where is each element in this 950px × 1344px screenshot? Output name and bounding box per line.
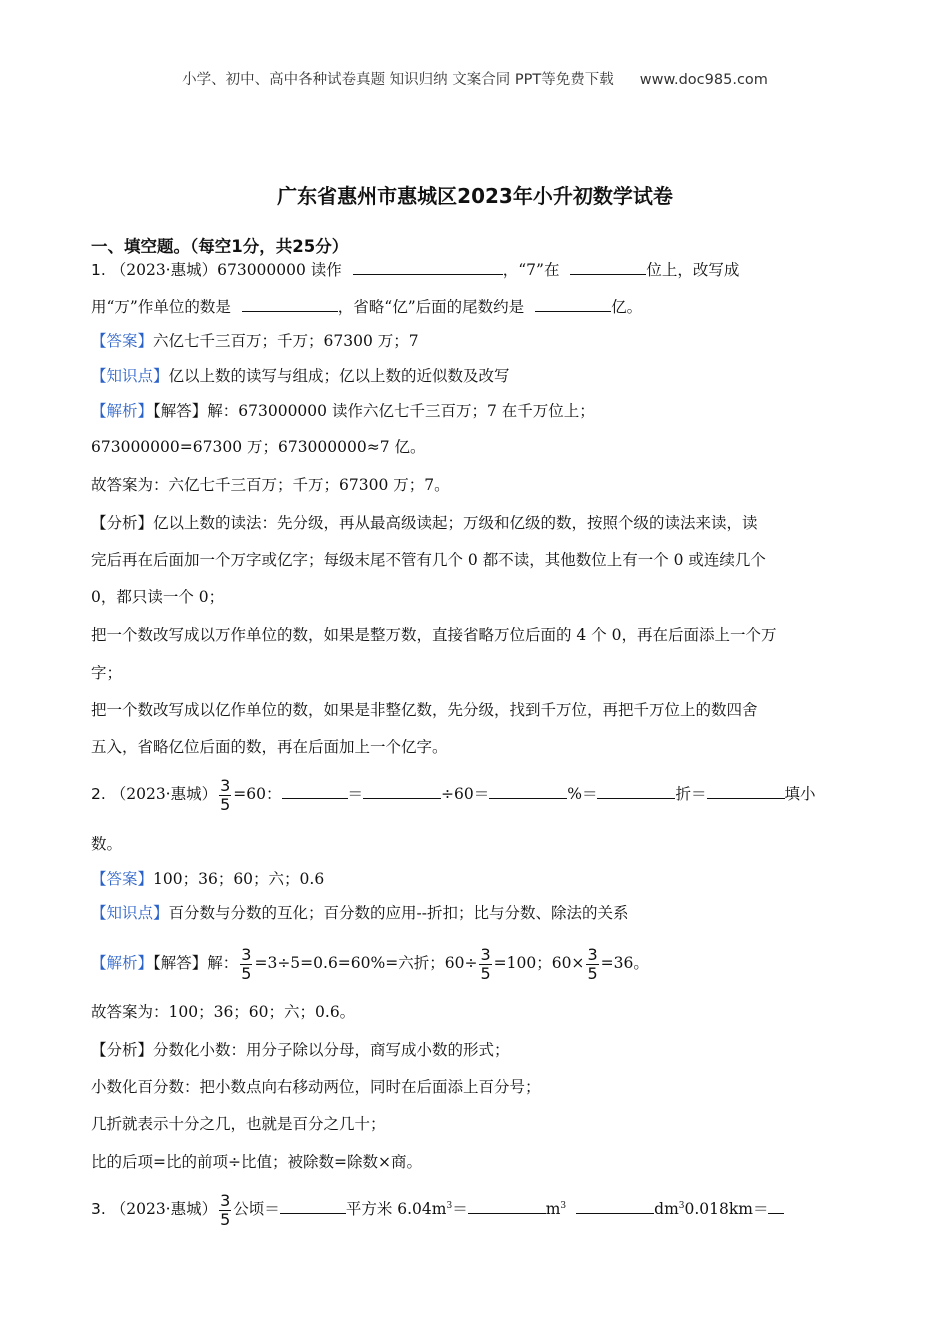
q2-analysis-c: =100；60×: [493, 954, 585, 972]
q2-analysis-a: 【解答】解：: [153, 954, 239, 972]
q1-fx-5: 字；: [91, 664, 123, 682]
q3-text-6: 0.018km＝: [684, 1200, 769, 1218]
q2-fx-3: 几折就表示十分之几，也就是百分之几十；: [91, 1115, 386, 1133]
q2-text-5: 折＝: [675, 785, 707, 803]
q1-text-b: ，“7”在: [502, 261, 560, 279]
q2-analysis-fraction-3: [586, 946, 598, 983]
q2-knowledge-text: 百分数与分数的互化；百分数的应用--折扣；比与分数、除法的关系: [168, 904, 629, 922]
q2-fx-4: 比的后项=比的前项÷比值；被除数=除数×商。: [91, 1153, 422, 1171]
q2-line1: [91, 772, 816, 816]
q1-answer-text: 六亿七千三百万；千万；67300 万；7: [153, 332, 419, 350]
q3-superscript-2: 3: [560, 1201, 567, 1211]
q1-knowledge-text: 亿以上数的读写与组成；亿以上数的近似数及改写: [168, 367, 510, 385]
q2-analysis-fraction-1: [240, 946, 252, 983]
q2-analysis-fraction-2: [479, 946, 491, 983]
analysis-tag: 【解析】: [91, 402, 154, 420]
analysis-tag: 【解析】: [91, 954, 154, 972]
q3-fraction-denominator: 5: [220, 1209, 231, 1229]
q3-text-1: 公顷＝: [233, 1200, 280, 1218]
q2-source: （2023·惠城）: [110, 785, 218, 803]
q2-blank-4[interactable]: [597, 782, 675, 799]
q1-analysis-2: 673000000=67300 万；673000000≈7 亿。: [91, 438, 426, 456]
q2-text-3: ÷60＝: [441, 785, 490, 803]
q2-blank-3[interactable]: [489, 782, 567, 799]
q2-fx-1: 【分析】分数化小数：用分子除以分母，商写成小数的形式；: [91, 1041, 510, 1059]
q2-blank-5[interactable]: [707, 782, 785, 799]
page-header: [0, 68, 950, 89]
q1-blank-3[interactable]: [242, 295, 338, 312]
q1-fx-3: 0，都只读一个 0；: [91, 588, 225, 606]
exam-title: 广东省惠州市惠城区2023年小升初数学试卷: [277, 184, 673, 208]
q1-fx-2: 完后再在后面加一个万字或亿字；每级末尾不管有几个 0 都不读，其他数位上有一个 0 或连续几个: [91, 551, 766, 569]
q2-text-6: 填小: [784, 785, 816, 803]
q3-blank-4[interactable]: [768, 1197, 784, 1214]
q3-source: （2023·惠城）: [110, 1200, 218, 1218]
knowledge-tag: 【知识点】: [91, 904, 169, 922]
q2-fraction-denominator: 5: [220, 794, 231, 814]
q1-fx-6: 把一个数改写成以亿作单位的数，如果是非整亿数，先分级，找到千万位，再把千万位上的数四舍: [91, 701, 758, 719]
q2-answer: [91, 868, 324, 890]
q1-fx-4: 把一个数改写成以万作单位的数，如果是整万数，直接省略万位后面的 4 个 0，再在后面添上一个万: [91, 626, 777, 644]
q2-analysis-b: =3÷5=0.6=60%=六折；60÷: [254, 954, 478, 972]
q2-fraction: [219, 777, 231, 814]
knowledge-tag: 【知识点】: [91, 367, 169, 385]
q1-line1: [91, 258, 739, 281]
q1-line2: [91, 295, 642, 318]
q2-analysis: [91, 941, 649, 985]
q3-fraction-numerator: 3: [220, 1190, 231, 1210]
q3-text-4: m: [545, 1200, 561, 1218]
q1-text-c: 位上，改写成: [646, 261, 740, 279]
q2-text-2: ＝: [347, 785, 364, 803]
answer-tag: 【答案】: [91, 332, 154, 350]
q2-analysis-fraction-2-numerator: 3: [480, 944, 491, 964]
q2-answer-text: 100；36；60；六；0.6: [153, 870, 325, 888]
q3-fraction: [219, 1192, 231, 1229]
q2-fx-2: 小数化百分数：把小数点向右移动两位，同时在后面添上百分号；: [91, 1078, 541, 1096]
q3-text-3: ＝: [452, 1200, 468, 1218]
q3-number: 3.: [91, 1200, 106, 1218]
q2-analysis-fraction-1-numerator: 3: [241, 944, 252, 964]
q3-blank-3[interactable]: [576, 1197, 654, 1214]
q2-analysis-fraction-3-denominator: 5: [587, 963, 598, 983]
q2-knowledge: [91, 902, 629, 924]
q2-analysis-2: 故答案为：100；36；60；六；0.6。: [91, 1003, 356, 1021]
q1-text-f: 亿。: [611, 298, 643, 316]
header-url[interactable]: www.doc985.com: [639, 72, 768, 88]
q1-analysis: [91, 400, 595, 422]
q1-fx-7: 五入，省略亿位后面的数，再在后面加上一个亿字。: [91, 738, 448, 756]
q1-blank-1[interactable]: [353, 258, 503, 275]
q1-answer: [91, 330, 419, 352]
q3-superscript-1: 3: [446, 1201, 453, 1211]
q2-analysis-fraction-3-numerator: 3: [587, 944, 598, 964]
q2-text-4: %＝: [567, 785, 598, 803]
q3-text-5: dm: [654, 1200, 679, 1218]
q1-number: 1.: [91, 261, 106, 279]
header-text: 小学、初中、高中各种试卷真题 知识归纳 文案合同 PPT等免费下载: [182, 72, 614, 88]
q2-analysis-d: =36。: [600, 954, 649, 972]
q3-line1: [91, 1187, 784, 1231]
q3-superscript-3: 3: [678, 1201, 685, 1211]
q3-blank-1[interactable]: [280, 1197, 346, 1214]
q2-blank-1[interactable]: [282, 782, 348, 799]
q2-number: 2.: [91, 785, 106, 803]
q3-blank-2[interactable]: [468, 1197, 546, 1214]
q1-text-d: 用“万”作单位的数是: [91, 298, 231, 316]
q1-blank-2[interactable]: [570, 258, 646, 275]
q1-analysis-3: 故答案为：六亿七千三百万；千万；67300 万；7。: [91, 476, 450, 494]
q3-text-2: 平方米 6.04m: [345, 1200, 447, 1218]
q2-analysis-fraction-2-denominator: 5: [480, 963, 491, 983]
q1-fx-1: 【分析】亿以上数的读法：先分级，再从最高级读起；万级和亿级的数，按照个级的读法来读，读: [91, 514, 758, 532]
q2-text-1: =60：: [233, 785, 282, 803]
section-heading: 一、填空题。（每空1分，共25分）: [91, 237, 349, 256]
q1-blank-4[interactable]: [535, 295, 611, 312]
q1-text-a: （2023·惠城）673000000 读作: [110, 261, 342, 279]
q2-analysis-fraction-1-denominator: 5: [241, 963, 252, 983]
q2-blank-2[interactable]: [363, 782, 441, 799]
q1-analysis-text-1: 【解答】解：673000000 读作六亿七千三百万；7 在千万位上；: [153, 402, 595, 420]
q1-knowledge: [91, 365, 510, 387]
q2-line2: 数。: [91, 835, 123, 853]
q2-fraction-numerator: 3: [220, 775, 231, 795]
q1-text-e: ，省略“亿”后面的尾数约是: [337, 298, 525, 316]
answer-tag: 【答案】: [91, 870, 154, 888]
